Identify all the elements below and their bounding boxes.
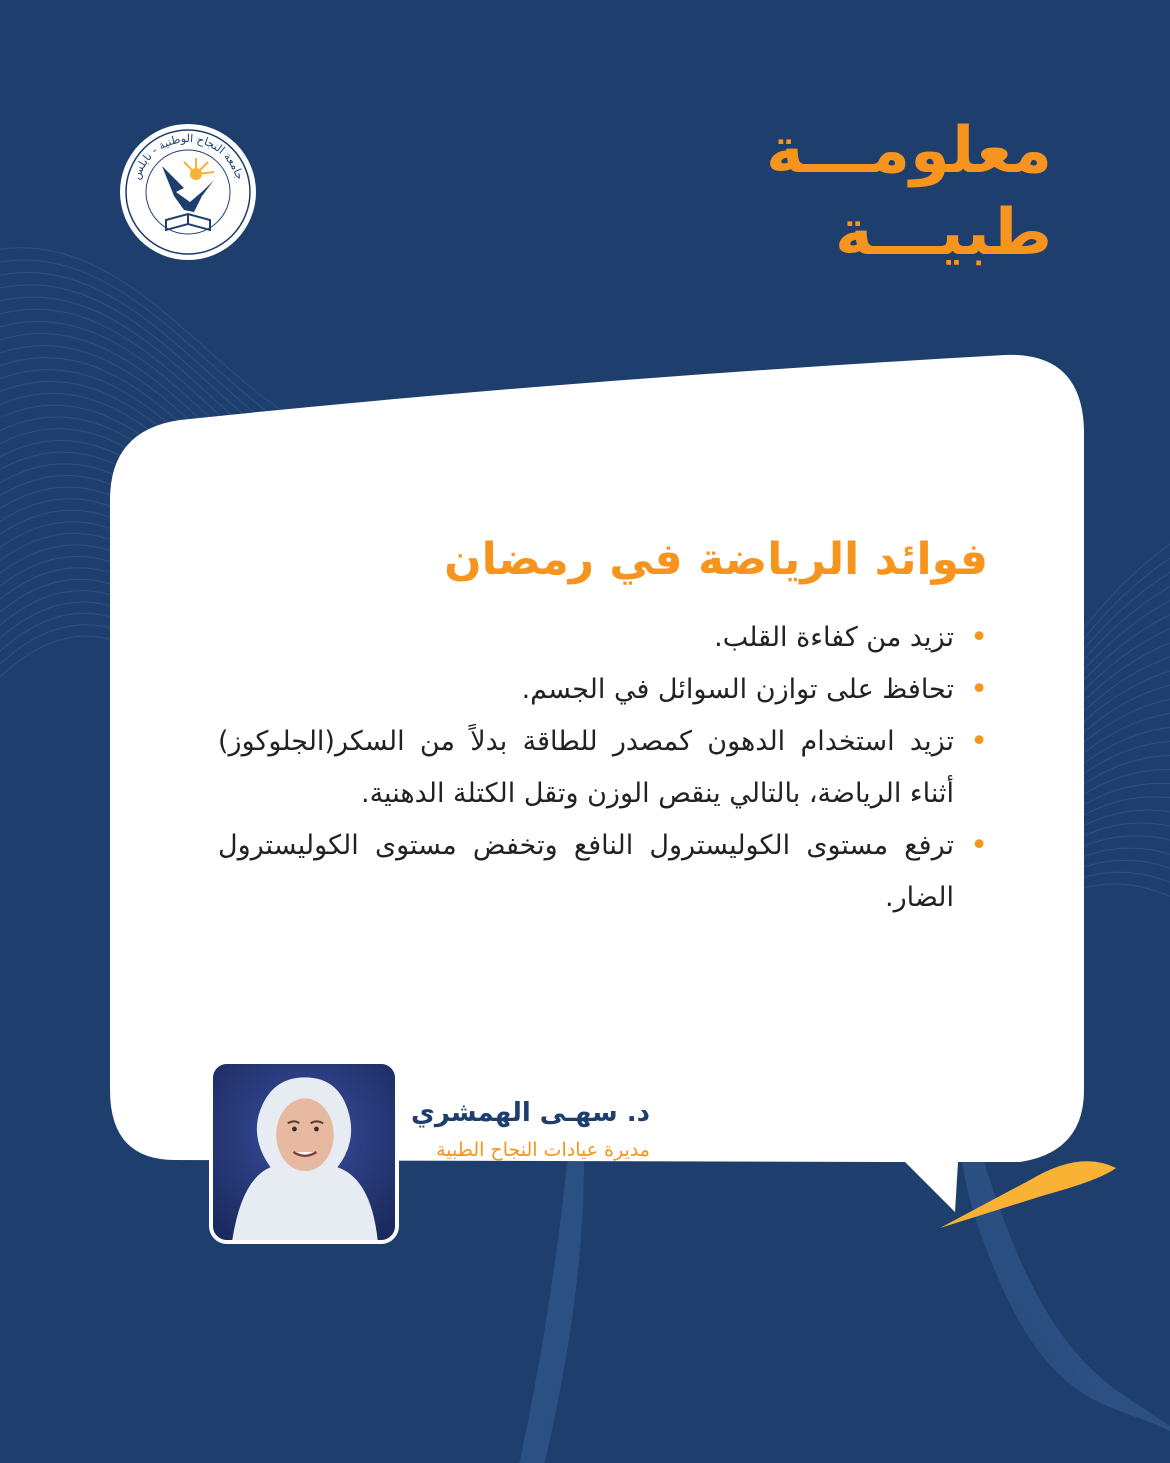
list-item <box>218 612 988 664</box>
bullet-icon: • <box>970 724 988 759</box>
benefits-list <box>218 612 988 924</box>
list-item <box>218 664 988 716</box>
tagline-line-2: طبيـــة <box>835 196 1052 270</box>
point-text: تزيد استخدام الدهون كمصدر للطاقة بدلاً من السكر(الجلوكوز) أثناء الرياضة، بالتالي ينقص الوزن وتقل الكتلة الدهنية. <box>218 726 954 809</box>
author-role: مديرة عيادات النجاح الطبية <box>436 1139 650 1161</box>
bullet-icon: • <box>970 672 988 707</box>
bullet-icon: • <box>970 828 988 863</box>
logo-text: جامعة النجاح الوطنية - نابلس <box>129 131 247 182</box>
point-text: تزيد من كفاءة القلب. <box>714 622 954 653</box>
card-title: فوائد الرياضة في رمضان <box>444 534 988 585</box>
tagline-line-1: معلومـــة <box>765 114 1052 188</box>
point-text: تحافظ على توازن السوائل في الجسم. <box>521 674 954 705</box>
list-item <box>218 820 988 924</box>
point-text: ترفع مستوى الكوليسترول النافع وتخفض مستوى الكوليسترول الضار. <box>218 830 954 913</box>
list-item <box>218 716 988 820</box>
bullet-icon: • <box>970 620 988 655</box>
author-name: د. سهـى الهمشري <box>411 1098 650 1128</box>
